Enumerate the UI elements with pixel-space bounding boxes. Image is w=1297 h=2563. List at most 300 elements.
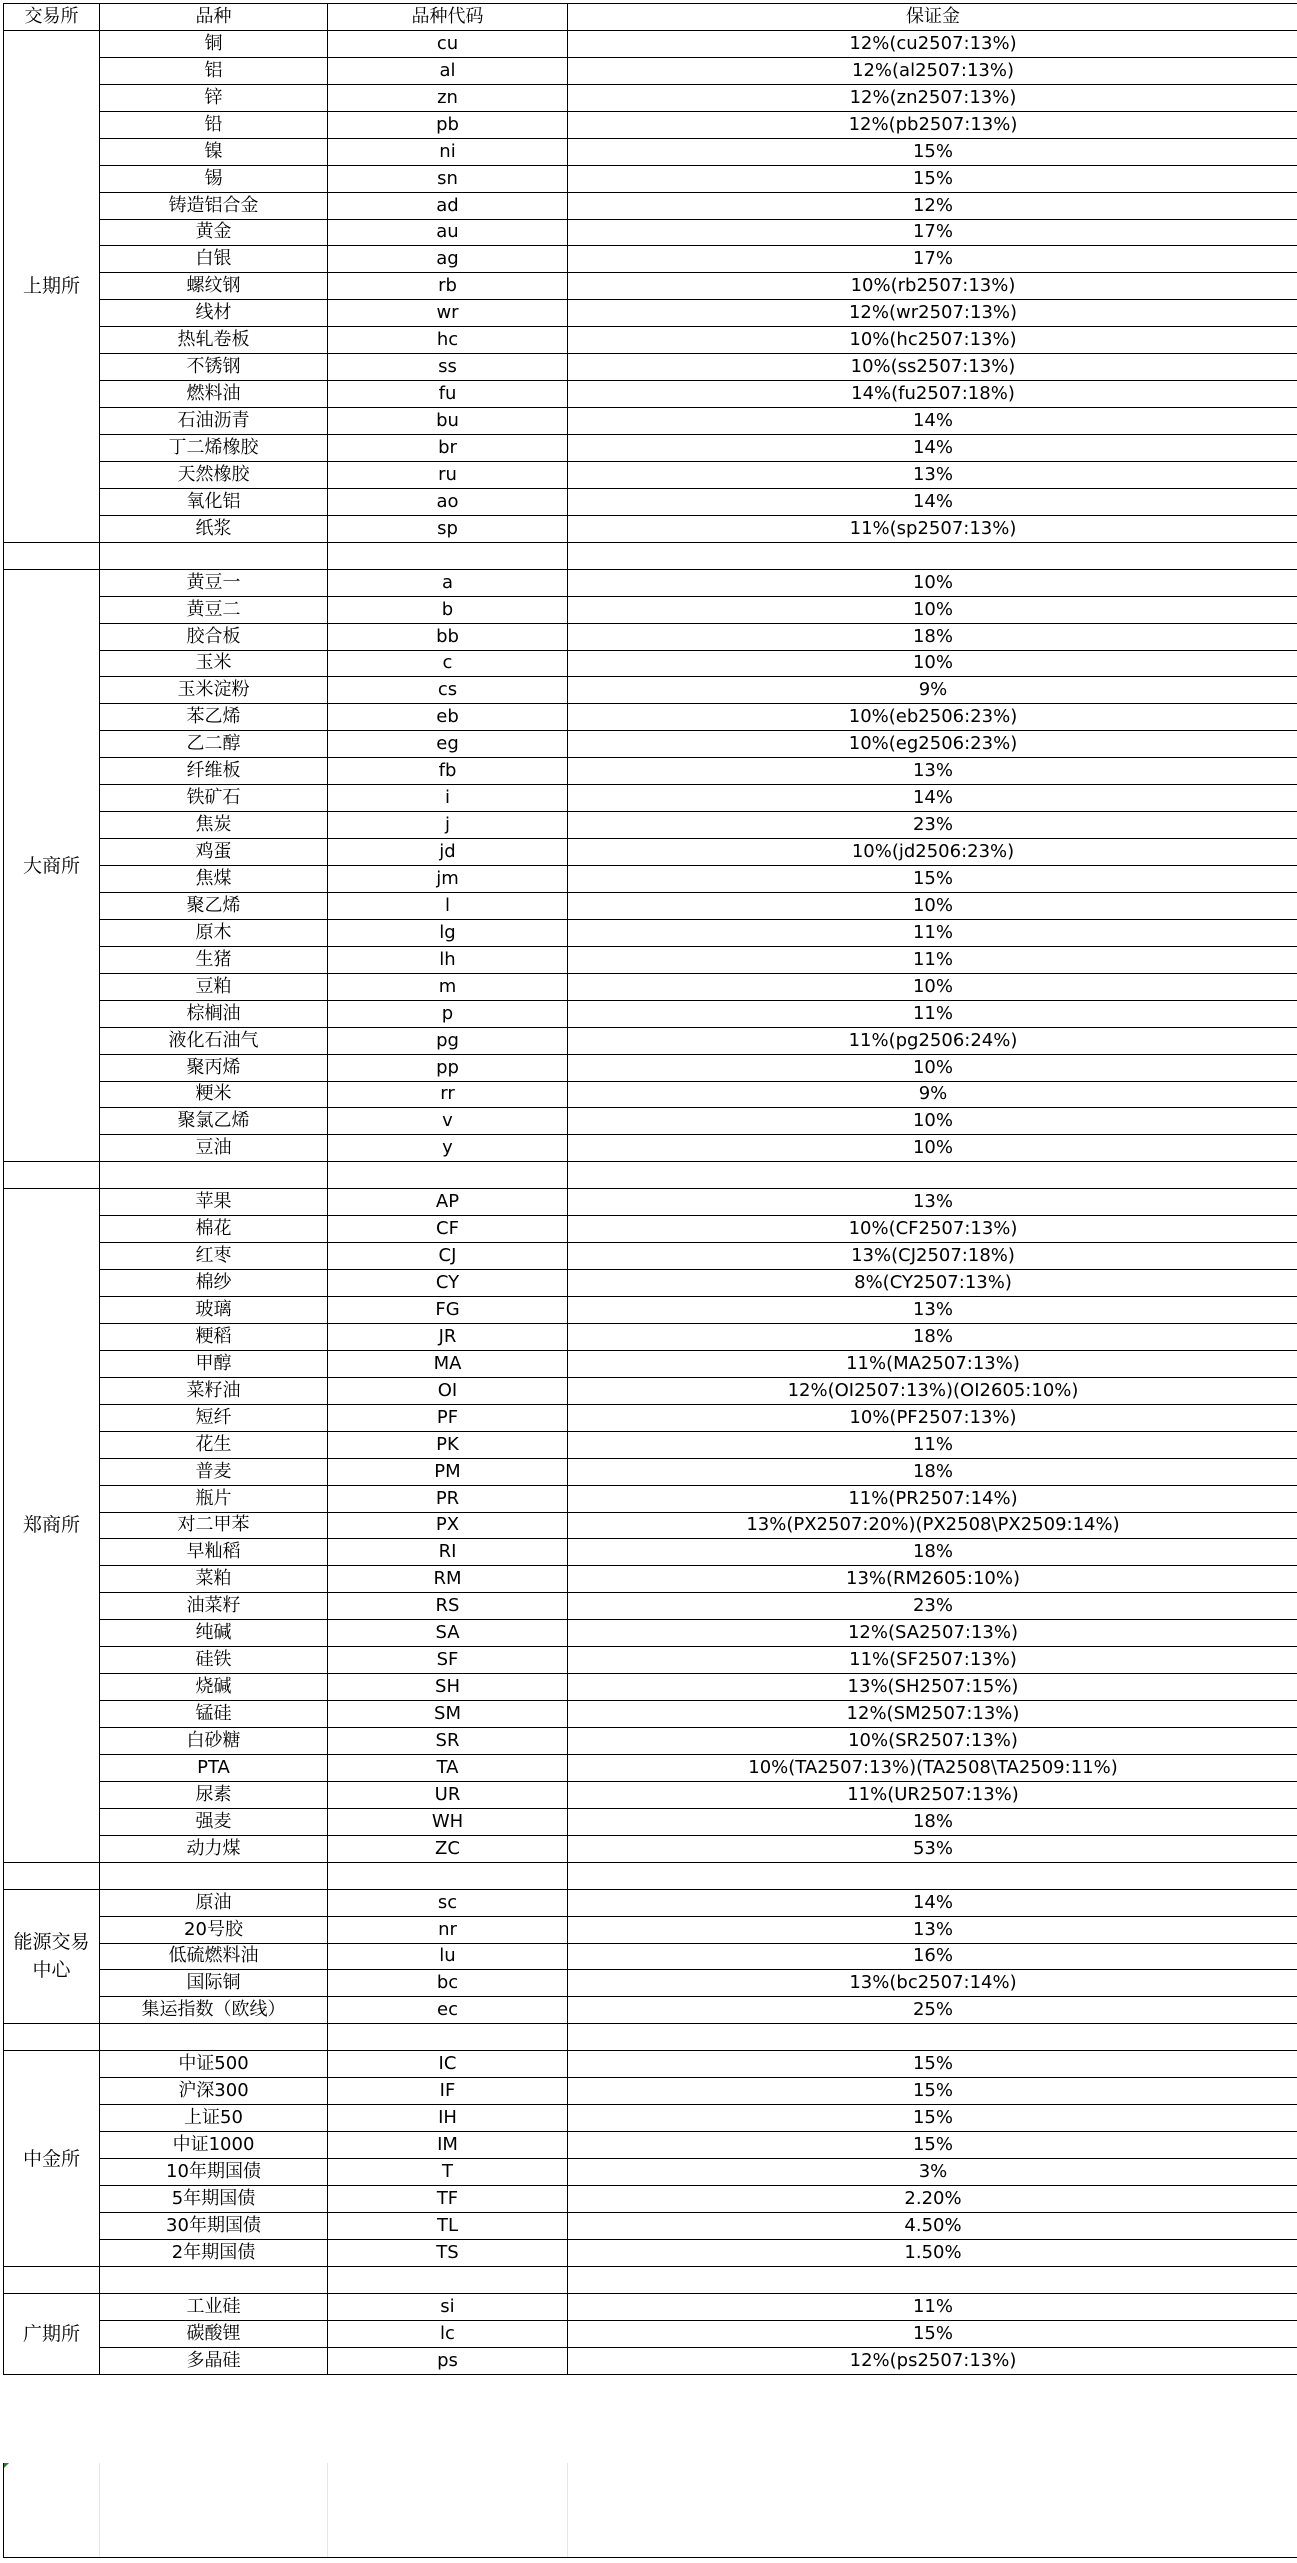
- name-cell[interactable]: 胶合板: [100, 623, 328, 650]
- code-cell[interactable]: IM: [328, 2132, 568, 2159]
- header-margin[interactable]: 保证金: [568, 4, 1297, 31]
- code-cell[interactable]: ao: [328, 488, 568, 515]
- code-cell[interactable]: TA: [328, 1754, 568, 1781]
- table-row: [4, 731, 1297, 758]
- name-cell[interactable]: 液化石油气: [100, 1027, 328, 1054]
- code-cell[interactable]: TF: [328, 2185, 568, 2212]
- code-cell[interactable]: RM: [328, 1566, 568, 1593]
- empty-cell[interactable]: [328, 1862, 568, 1889]
- margin-cell[interactable]: 12%(ps2507:13%): [568, 2347, 1297, 2374]
- table-row: [4, 1216, 1297, 1243]
- name-cell[interactable]: 低硫燃料油: [100, 1943, 328, 1970]
- name-cell[interactable]: 苯乙烯: [100, 704, 328, 731]
- table-row: [4, 919, 1297, 946]
- code-cell[interactable]: sc: [328, 1889, 568, 1916]
- header-row: [4, 4, 1297, 31]
- code-cell[interactable]: MA: [328, 1350, 568, 1377]
- empty-cell[interactable]: [100, 542, 328, 569]
- code-cell[interactable]: ad: [328, 192, 568, 219]
- margin-cell[interactable]: 25%: [568, 1997, 1297, 2024]
- margin-cell[interactable]: 11%(SF2507:13%): [568, 1647, 1297, 1674]
- name-cell[interactable]: 沪深300: [100, 2078, 328, 2105]
- name-cell[interactable]: 生猪: [100, 946, 328, 973]
- margin-cell[interactable]: 10%: [568, 569, 1297, 596]
- code-cell[interactable]: TL: [328, 2212, 568, 2239]
- code-cell[interactable]: JR: [328, 1323, 568, 1350]
- margin-cell[interactable]: 14%(fu2507:18%): [568, 381, 1297, 408]
- name-cell[interactable]: 硅铁: [100, 1647, 328, 1674]
- name-cell[interactable]: 铅: [100, 111, 328, 138]
- margin-cell[interactable]: 10%: [568, 1135, 1297, 1162]
- empty-cell[interactable]: [4, 542, 100, 569]
- name-cell[interactable]: 玉米: [100, 650, 328, 677]
- margin-cell[interactable]: 12%(al2507:13%): [568, 57, 1297, 84]
- margin-cell[interactable]: 10%: [568, 650, 1297, 677]
- code-cell[interactable]: lg: [328, 919, 568, 946]
- name-cell[interactable]: PTA: [100, 1754, 328, 1781]
- empty-cell[interactable]: [328, 542, 568, 569]
- code-cell[interactable]: rb: [328, 273, 568, 300]
- margin-cell[interactable]: 10%(SR2507:13%): [568, 1728, 1297, 1755]
- name-cell[interactable]: 豆油: [100, 1135, 328, 1162]
- empty-cell[interactable]: [328, 2024, 568, 2051]
- name-cell[interactable]: 原油: [100, 1889, 328, 1916]
- code-cell[interactable]: zn: [328, 84, 568, 111]
- margin-cell[interactable]: 18%: [568, 1323, 1297, 1350]
- exchange-cell[interactable]: 大商所: [4, 569, 100, 1162]
- table-row: [4, 1728, 1297, 1755]
- code-cell[interactable]: m: [328, 973, 568, 1000]
- margin-cell[interactable]: 15%: [568, 138, 1297, 165]
- code-cell[interactable]: TS: [328, 2239, 568, 2266]
- code-cell[interactable]: bc: [328, 1970, 568, 1997]
- code-cell[interactable]: PK: [328, 1431, 568, 1458]
- code-cell[interactable]: nr: [328, 1916, 568, 1943]
- code-cell[interactable]: FG: [328, 1297, 568, 1324]
- name-cell[interactable]: 线材: [100, 300, 328, 327]
- table-row: [4, 354, 1297, 381]
- margin-cell[interactable]: 10%: [568, 973, 1297, 1000]
- name-cell[interactable]: 10年期国债: [100, 2159, 328, 2186]
- name-cell[interactable]: 纤维板: [100, 758, 328, 785]
- name-cell[interactable]: 动力煤: [100, 1835, 328, 1862]
- name-cell[interactable]: 锡: [100, 165, 328, 192]
- margin-cell[interactable]: 10%(eb2506:23%): [568, 704, 1297, 731]
- margin-cell[interactable]: 14%: [568, 785, 1297, 812]
- name-cell[interactable]: 苹果: [100, 1189, 328, 1216]
- code-cell[interactable]: cu: [328, 30, 568, 57]
- margin-cell[interactable]: 11%(UR2507:13%): [568, 1781, 1297, 1808]
- code-cell[interactable]: pb: [328, 111, 568, 138]
- name-cell[interactable]: 多晶硅: [100, 2347, 328, 2374]
- margin-cell[interactable]: 15%: [568, 165, 1297, 192]
- code-cell[interactable]: CY: [328, 1270, 568, 1297]
- code-cell[interactable]: AP: [328, 1189, 568, 1216]
- empty-cell[interactable]: [4, 1162, 100, 1189]
- margin-cell[interactable]: 23%: [568, 812, 1297, 839]
- table-row: [4, 327, 1297, 354]
- table-row: [4, 1970, 1297, 1997]
- table-row: [4, 839, 1297, 866]
- code-cell[interactable]: br: [328, 435, 568, 462]
- name-cell[interactable]: 对二甲苯: [100, 1512, 328, 1539]
- gridline: [567, 2463, 568, 2557]
- margin-cell[interactable]: 12%(SA2507:13%): [568, 1620, 1297, 1647]
- code-cell[interactable]: rr: [328, 1081, 568, 1108]
- margin-cell[interactable]: 9%: [568, 677, 1297, 704]
- code-cell[interactable]: al: [328, 57, 568, 84]
- code-cell[interactable]: CJ: [328, 1243, 568, 1270]
- code-cell[interactable]: PF: [328, 1404, 568, 1431]
- margin-cell[interactable]: 14%: [568, 488, 1297, 515]
- margin-cell[interactable]: 11%: [568, 946, 1297, 973]
- margin-cell[interactable]: 53%: [568, 1835, 1297, 1862]
- empty-cell[interactable]: [100, 1862, 328, 1889]
- name-cell[interactable]: 聚丙烯: [100, 1054, 328, 1081]
- margin-cell[interactable]: 13%(CJ2507:18%): [568, 1243, 1297, 1270]
- margin-cell[interactable]: 10%: [568, 892, 1297, 919]
- exchange-cell[interactable]: 广期所: [4, 2293, 100, 2374]
- margin-cell[interactable]: 12%(SM2507:13%): [568, 1701, 1297, 1728]
- margin-cell[interactable]: 12%(wr2507:13%): [568, 300, 1297, 327]
- margin-cell[interactable]: 16%: [568, 1943, 1297, 1970]
- table-row: [4, 1000, 1297, 1027]
- name-cell[interactable]: 铁矿石: [100, 785, 328, 812]
- name-cell[interactable]: 短纤: [100, 1404, 328, 1431]
- margin-cell[interactable]: 8%(CY2507:13%): [568, 1270, 1297, 1297]
- name-cell[interactable]: 甲醇: [100, 1350, 328, 1377]
- margin-cell[interactable]: 12%(pb2507:13%): [568, 111, 1297, 138]
- name-cell[interactable]: 黄豆一: [100, 569, 328, 596]
- gridline: [327, 2463, 328, 2557]
- code-cell[interactable]: b: [328, 596, 568, 623]
- name-cell[interactable]: 集运指数（欧线）: [100, 1997, 328, 2024]
- margin-cell[interactable]: 13%(SH2507:15%): [568, 1674, 1297, 1701]
- name-cell[interactable]: 工业硅: [100, 2293, 328, 2320]
- margin-cell[interactable]: 12%: [568, 192, 1297, 219]
- table-row: [4, 1701, 1297, 1728]
- margin-cell[interactable]: 11%(sp2507:13%): [568, 515, 1297, 542]
- code-cell[interactable]: jd: [328, 839, 568, 866]
- empty-cell[interactable]: [568, 1862, 1297, 1889]
- margin-cell[interactable]: 14%: [568, 408, 1297, 435]
- code-cell[interactable]: UR: [328, 1781, 568, 1808]
- name-cell[interactable]: 螺纹钢: [100, 273, 328, 300]
- code-cell[interactable]: lh: [328, 946, 568, 973]
- code-cell[interactable]: ec: [328, 1997, 568, 2024]
- name-cell[interactable]: 碳酸锂: [100, 2320, 328, 2347]
- margin-cell[interactable]: 13%(RM2605:10%): [568, 1566, 1297, 1593]
- code-cell[interactable]: PX: [328, 1512, 568, 1539]
- name-cell[interactable]: 玻璃: [100, 1297, 328, 1324]
- margin-cell[interactable]: 3%: [568, 2159, 1297, 2186]
- margin-cell[interactable]: 13%: [568, 1297, 1297, 1324]
- table-row: [4, 2293, 1297, 2320]
- name-cell[interactable]: 黄豆二: [100, 596, 328, 623]
- code-cell[interactable]: pp: [328, 1054, 568, 1081]
- empty-cell[interactable]: [568, 1162, 1297, 1189]
- name-cell[interactable]: 中证500: [100, 2051, 328, 2078]
- header-code[interactable]: 品种代码: [328, 4, 568, 31]
- code-cell[interactable]: lc: [328, 2320, 568, 2347]
- name-cell[interactable]: 30年期国债: [100, 2212, 328, 2239]
- name-cell[interactable]: 2年期国债: [100, 2239, 328, 2266]
- name-cell[interactable]: 豆粕: [100, 973, 328, 1000]
- margin-cell[interactable]: 10%(hc2507:13%): [568, 327, 1297, 354]
- empty-cell[interactable]: [4, 1862, 100, 1889]
- code-cell[interactable]: si: [328, 2293, 568, 2320]
- name-cell[interactable]: 燃料油: [100, 381, 328, 408]
- empty-cell[interactable]: [100, 2266, 328, 2293]
- code-cell[interactable]: ni: [328, 138, 568, 165]
- margin-cell[interactable]: 10%: [568, 1108, 1297, 1135]
- name-cell[interactable]: 鸡蛋: [100, 839, 328, 866]
- name-cell[interactable]: 棕榈油: [100, 1000, 328, 1027]
- name-cell[interactable]: 烧碱: [100, 1674, 328, 1701]
- empty-cell[interactable]: [328, 2266, 568, 2293]
- name-cell[interactable]: 上证50: [100, 2105, 328, 2132]
- margin-cell[interactable]: 9%: [568, 1081, 1297, 1108]
- code-cell[interactable]: eg: [328, 731, 568, 758]
- table-row: [4, 1889, 1297, 1916]
- name-cell[interactable]: 聚氯乙烯: [100, 1108, 328, 1135]
- margin-cell[interactable]: 4.50%: [568, 2212, 1297, 2239]
- margin-cell[interactable]: 13%: [568, 1916, 1297, 1943]
- margin-cell[interactable]: 10%(rb2507:13%): [568, 273, 1297, 300]
- name-cell[interactable]: 白银: [100, 246, 328, 273]
- name-cell[interactable]: 锌: [100, 84, 328, 111]
- empty-cell[interactable]: [100, 1162, 328, 1189]
- name-cell[interactable]: 早籼稻: [100, 1539, 328, 1566]
- name-cell[interactable]: 国际铜: [100, 1970, 328, 1997]
- code-cell[interactable]: y: [328, 1135, 568, 1162]
- name-cell[interactable]: 黄金: [100, 219, 328, 246]
- name-cell[interactable]: 纯碱: [100, 1620, 328, 1647]
- code-cell[interactable]: c: [328, 650, 568, 677]
- margin-cell[interactable]: 23%: [568, 1593, 1297, 1620]
- name-cell[interactable]: 菜籽油: [100, 1377, 328, 1404]
- margin-cell[interactable]: 11%: [568, 2293, 1297, 2320]
- name-cell[interactable]: 氧化铝: [100, 488, 328, 515]
- name-cell[interactable]: 棉花: [100, 1216, 328, 1243]
- empty-cell[interactable]: [568, 542, 1297, 569]
- margin-cell[interactable]: 11%: [568, 1000, 1297, 1027]
- margin-cell[interactable]: 10%(PF2507:13%): [568, 1404, 1297, 1431]
- name-cell[interactable]: 瓶片: [100, 1485, 328, 1512]
- name-cell[interactable]: 铝: [100, 57, 328, 84]
- code-cell[interactable]: ps: [328, 2347, 568, 2374]
- table-row: [4, 758, 1297, 785]
- code-cell[interactable]: sp: [328, 515, 568, 542]
- name-cell[interactable]: 镍: [100, 138, 328, 165]
- code-cell[interactable]: SH: [328, 1674, 568, 1701]
- code-cell[interactable]: eb: [328, 704, 568, 731]
- name-cell[interactable]: 5年期国债: [100, 2185, 328, 2212]
- margin-cell[interactable]: 10%(jd2506:23%): [568, 839, 1297, 866]
- margin-cell[interactable]: 12%(zn2507:13%): [568, 84, 1297, 111]
- margin-cell[interactable]: 15%: [568, 2105, 1297, 2132]
- table-row: [4, 1647, 1297, 1674]
- code-cell[interactable]: ss: [328, 354, 568, 381]
- margin-cell[interactable]: 11%: [568, 1431, 1297, 1458]
- header-exchange[interactable]: 交易所: [4, 4, 100, 31]
- name-cell[interactable]: 油菜籽: [100, 1593, 328, 1620]
- empty-cell[interactable]: [4, 2024, 100, 2051]
- margin-cell[interactable]: 18%: [568, 623, 1297, 650]
- margin-cell[interactable]: 12%(OI2507:13%)(OI2605:10%): [568, 1377, 1297, 1404]
- name-cell[interactable]: 乙二醇: [100, 731, 328, 758]
- name-cell[interactable]: 铸造铝合金: [100, 192, 328, 219]
- code-cell[interactable]: wr: [328, 300, 568, 327]
- code-cell[interactable]: IH: [328, 2105, 568, 2132]
- margin-cell[interactable]: 10%(eg2506:23%): [568, 731, 1297, 758]
- margin-cell[interactable]: 13%: [568, 1189, 1297, 1216]
- margin-cell[interactable]: 13%(PX2507:20%)(PX2508\PX2509:14%): [568, 1512, 1297, 1539]
- table-row: [4, 1431, 1297, 1458]
- name-cell[interactable]: 铜: [100, 30, 328, 57]
- name-cell[interactable]: 纸浆: [100, 515, 328, 542]
- name-cell[interactable]: 粳稻: [100, 1323, 328, 1350]
- margin-cell[interactable]: 10%(CF2507:13%): [568, 1216, 1297, 1243]
- margin-cell[interactable]: 11%(PR2507:14%): [568, 1485, 1297, 1512]
- name-cell[interactable]: 粳米: [100, 1081, 328, 1108]
- name-cell[interactable]: 天然橡胶: [100, 461, 328, 488]
- code-cell[interactable]: l: [328, 892, 568, 919]
- code-cell[interactable]: fb: [328, 758, 568, 785]
- margin-cell[interactable]: 14%: [568, 435, 1297, 462]
- code-cell[interactable]: SA: [328, 1620, 568, 1647]
- code-cell[interactable]: v: [328, 1108, 568, 1135]
- code-cell[interactable]: RS: [328, 1593, 568, 1620]
- code-cell[interactable]: hc: [328, 327, 568, 354]
- code-cell[interactable]: ag: [328, 246, 568, 273]
- empty-sheet-area[interactable]: [3, 2463, 1297, 2558]
- margin-cell[interactable]: 10%: [568, 596, 1297, 623]
- margin-cell[interactable]: 18%: [568, 1539, 1297, 1566]
- name-cell[interactable]: 热轧卷板: [100, 327, 328, 354]
- code-cell[interactable]: lu: [328, 1943, 568, 1970]
- code-cell[interactable]: a: [328, 569, 568, 596]
- name-cell[interactable]: 焦炭: [100, 812, 328, 839]
- margin-cell[interactable]: 13%: [568, 758, 1297, 785]
- exchange-cell[interactable]: 郑商所: [4, 1189, 100, 1862]
- margin-cell[interactable]: 15%: [568, 2320, 1297, 2347]
- table-row: [4, 2105, 1297, 2132]
- code-cell[interactable]: ZC: [328, 1835, 568, 1862]
- margin-cell[interactable]: 17%: [568, 246, 1297, 273]
- exchange-cell[interactable]: 中金所: [4, 2051, 100, 2267]
- empty-cell[interactable]: [568, 2266, 1297, 2293]
- code-cell[interactable]: cs: [328, 677, 568, 704]
- code-cell[interactable]: RI: [328, 1539, 568, 1566]
- table-row: [4, 1566, 1297, 1593]
- empty-cell[interactable]: [100, 2024, 328, 2051]
- name-cell[interactable]: 焦煤: [100, 866, 328, 893]
- code-cell[interactable]: au: [328, 219, 568, 246]
- empty-cell[interactable]: [328, 1162, 568, 1189]
- name-cell[interactable]: 原木: [100, 919, 328, 946]
- name-cell[interactable]: 菜粕: [100, 1566, 328, 1593]
- margin-cell[interactable]: 11%(MA2507:13%): [568, 1350, 1297, 1377]
- name-cell[interactable]: 聚乙烯: [100, 892, 328, 919]
- name-cell[interactable]: 锰硅: [100, 1701, 328, 1728]
- code-cell[interactable]: PR: [328, 1485, 568, 1512]
- code-cell[interactable]: CF: [328, 1216, 568, 1243]
- margin-cell[interactable]: 15%: [568, 2078, 1297, 2105]
- name-cell[interactable]: 棉纱: [100, 1270, 328, 1297]
- margin-cell[interactable]: 15%: [568, 866, 1297, 893]
- code-cell[interactable]: bb: [328, 623, 568, 650]
- code-cell[interactable]: fu: [328, 381, 568, 408]
- code-cell[interactable]: ru: [328, 461, 568, 488]
- exchange-cell[interactable]: 能源交易中心: [4, 1889, 100, 2024]
- name-cell[interactable]: 白砂糖: [100, 1728, 328, 1755]
- name-cell[interactable]: 花生: [100, 1431, 328, 1458]
- name-cell[interactable]: 玉米淀粉: [100, 677, 328, 704]
- margin-cell[interactable]: 17%: [568, 219, 1297, 246]
- code-cell[interactable]: p: [328, 1000, 568, 1027]
- margin-cell[interactable]: 10%(TA2507:13%)(TA2508\TA2509:11%): [568, 1754, 1297, 1781]
- code-cell[interactable]: bu: [328, 408, 568, 435]
- margin-cell[interactable]: 12%(cu2507:13%): [568, 30, 1297, 57]
- margin-cell[interactable]: 2.20%: [568, 2185, 1297, 2212]
- code-cell[interactable]: WH: [328, 1808, 568, 1835]
- name-cell[interactable]: 中证1000: [100, 2132, 328, 2159]
- margin-cell[interactable]: 14%: [568, 1889, 1297, 1916]
- code-cell[interactable]: jm: [328, 866, 568, 893]
- margin-cell[interactable]: 13%: [568, 461, 1297, 488]
- code-cell[interactable]: sn: [328, 165, 568, 192]
- name-cell[interactable]: 丁二烯橡胶: [100, 435, 328, 462]
- margin-cell[interactable]: 11%(pg2506:24%): [568, 1027, 1297, 1054]
- header-name[interactable]: 品种: [100, 4, 328, 31]
- code-cell[interactable]: T: [328, 2159, 568, 2186]
- code-cell[interactable]: SM: [328, 1701, 568, 1728]
- margin-cell[interactable]: 13%(bc2507:14%): [568, 1970, 1297, 1997]
- margin-cell[interactable]: 18%: [568, 1808, 1297, 1835]
- code-cell[interactable]: PM: [328, 1458, 568, 1485]
- table-row: [4, 2159, 1297, 2186]
- margin-cell[interactable]: 18%: [568, 1458, 1297, 1485]
- table-row: [4, 165, 1297, 192]
- code-cell[interactable]: IC: [328, 2051, 568, 2078]
- exchange-cell[interactable]: 上期所: [4, 30, 100, 542]
- code-cell[interactable]: SF: [328, 1647, 568, 1674]
- margin-cell[interactable]: 15%: [568, 2132, 1297, 2159]
- name-cell[interactable]: 普麦: [100, 1458, 328, 1485]
- code-cell[interactable]: SR: [328, 1728, 568, 1755]
- name-cell[interactable]: 红枣: [100, 1243, 328, 1270]
- empty-cell[interactable]: [4, 2266, 100, 2293]
- empty-cell[interactable]: [568, 2024, 1297, 2051]
- code-cell[interactable]: OI: [328, 1377, 568, 1404]
- margin-cell[interactable]: 11%: [568, 919, 1297, 946]
- code-cell[interactable]: i: [328, 785, 568, 812]
- margin-cell[interactable]: 10%: [568, 1054, 1297, 1081]
- name-cell[interactable]: 尿素: [100, 1781, 328, 1808]
- code-cell[interactable]: j: [328, 812, 568, 839]
- name-cell[interactable]: 石油沥青: [100, 408, 328, 435]
- margin-cell[interactable]: 15%: [568, 2051, 1297, 2078]
- table-row: [4, 1485, 1297, 1512]
- code-cell[interactable]: pg: [328, 1027, 568, 1054]
- name-cell[interactable]: 强麦: [100, 1808, 328, 1835]
- code-cell[interactable]: IF: [328, 2078, 568, 2105]
- name-cell[interactable]: 不锈钢: [100, 354, 328, 381]
- name-cell[interactable]: 20号胶: [100, 1916, 328, 1943]
- margin-cell[interactable]: 10%(ss2507:13%): [568, 354, 1297, 381]
- margin-cell[interactable]: 1.50%: [568, 2239, 1297, 2266]
